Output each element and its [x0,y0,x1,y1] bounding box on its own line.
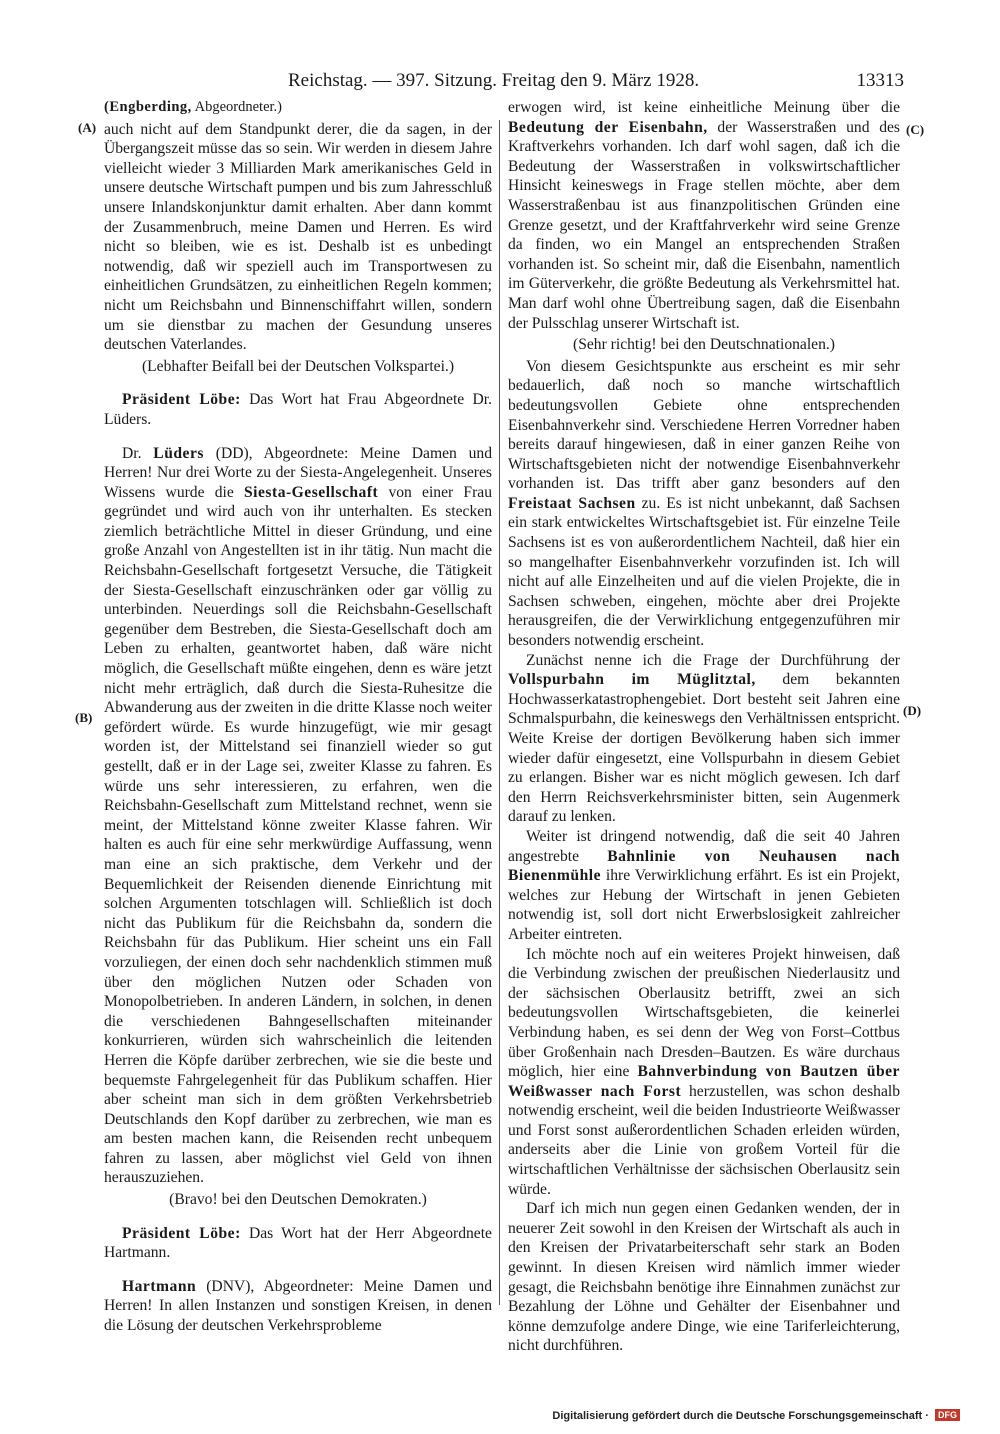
speech-paragraph: Von diesem Gesichtspunkte aus erscheint es mir sehr bedauerlich, daß noch so manche wirtschaftlich bedeutungsvollen Gebiete ohne entsprechenden Eisenbahnverkehr sind. Verschiedene Herren Vorredner haben bereits darauf hingewiesen, daß in einer ganzen Reihe von Wirtschaftsgebieten nicht der notwendige Eisenbahnverkehr vorhanden ist. Das trifft aber ganz besonders auf den Freistaat Sachsen zu. Es ist nicht unbekannt, daß Sachsen ein stark entwickeltes Wirtschaftsgebiet ist. Für einzelne Teile Sachsens ist es von außerordentlichem Nachteil, daß hier ein so mangelhafter Eisenbahnverkehr vorzufinden ist. Ich will nicht auf alle Einzelheiten und auf die vielen Projekte, die in Sachsen schweben, eingehen, möchte aber drei Projekte herausgreifen, die der Verwirklichung entgegenzuführen mir besonders notwendig erscheint. [508,357,900,650]
emphasis-term: Bahnverbindung von Bautzen über Weißwasser nach Forst [508,1063,900,1100]
continuation-speaker: (Engberding, [104,99,192,115]
right-column [508,98,900,1356]
continuation-role: Abgeordneter.) [194,99,282,115]
left-column [104,98,492,1336]
running-head: Reichstag. — 397. Sitzung. Freitag den 9. März 1928. [288,70,700,91]
continuation-note [104,98,492,118]
interjection: (Bravo! bei den Deutschen Demokraten.) [169,1191,427,1209]
page-number: 13313 [856,70,904,91]
speech-paragraph: Präsident Löbe: Das Wort hat Frau Abgeordnete Dr. Lüders. [104,391,492,428]
emphasis-term: Vollspurbahn im Müglitztal, [508,671,756,689]
margin-mark-d: (D) [903,703,922,718]
speech-paragraph: Präsident Löbe: Das Wort hat der Herr Abgeordnete Hartmann. [104,1224,492,1262]
speech-paragraph: Dr. Lüders (DD), Abgeordnete: Meine Damen und Herren! Nur drei Worte zu der Siesta-Angelegenheit. Unseres Wissens wurde die Siesta-Gesellschaft von einer Frau gegründet und wird auch von ihr unterhalten. Es stecken ziemlich beträchtliche Mittel in dieser Gründung, und eine große Anzahl von Angestellten ist in ihr tätig. Nun macht die Reichsbahn-Gesellschaft fortgesetzt Versuche, die Tätigkeit der Siesta-Gesellschaft einzuschränken oder gar völlig zu unterbinden. Neuerdings soll die Reichsbahn-Gesellschaft gegenüber dem Bestreben, die Siesta-Gesellschaft doch am Leben zu erhalten, geantwortet haben, daß wäre nicht möglich, die Gesellschaft müßte eingehen, denn es wäre jetzt nicht mehr erträglich, daß durch die Siesta-Ruhesitze die Abwanderung aus der zweiten in die dritte Klasse noch weiter gefördert würde. Es wurde hinzugefügt, wie mir gesagt worden ist, der Mittelstand sei finanziell wieder so gut gestellt, daß er in der Lage sei, zweiter Klasse zu fahren. Es würde uns sehr interessieren, zu erfahren, wen die Reichsbahn-Gesellschaft zum Mittelstand rechnet, wenn sie meint, der Mittelstand könne zweiter Klasse fahren. Wir halten es auch für eine sehr merkwürdige Auffassung, wenn man eine an sich praktische, dem Verkehr und der Bequemlichkeit der Reisenden dienende Einrichtung mit solchen Argumenten totschlagen will. Schließlich ist doch nicht das Publikum für die Reichsbahn da, sondern die Reichsbahn für das Publikum. Hier scheint uns ein Fall vorzuliegen, der einen doch sehr nachdenklich stimmen muß über den möglichen Nutzen oder Schaden von Monopolbetrieben. In anderen Ländern, in solchen, in denen die verschiedenen Bahngesellschaften miteinander konkurrieren, würden sich wahrscheinlich die leitenden Herren die Köpfe darüber zerbrechen, wie sie die beste und bequemste Fahrgelegenheit für das Publikum schaffen. Hier aber scheint man sich in dem größten Verkehrsbetrieb Deutschlands den Kopf darüber zu zerbrechen, wie man es am besten machen kann, die Reisenden recht unbequem fahren zu lassen, aber möglichst viel Geld von ihnen herauszuziehen. [104,444,493,1187]
speaker-name: Hartmann [122,1277,197,1295]
speech-paragraph: erwogen wird, ist keine einheitliche Meinung über die Bedeutung der Eisenbahn, der Wasserstraßen und des Kraftverkehrs vorhanden. Ich darf wohl sagen, daß ich die Bedeutung der Wasserstraßen in volkswirtschaftlicher Hinsicht keineswegs in Frage stellen möchte, aber dem Wasserstraßenbau ist aus finanzpolitischen Gründen eine Grenze gesetzt, und der Kraftfahrverkehr wird seine Grenze da finden, wo ein Mangel an entsprechenden Straßen vorhanden ist. So scheint mir, daß die Eisenbahn, namentlich im Güterverkehr, die größte Bedeutung als Verkehrsmittel hat. Man darf wohl ohne Übertreibung sagen, daß die Eisenbahn der Pulsschlag unserer Wirtschaft ist. [508,99,901,332]
speech-paragraph: Ich möchte noch auf ein weiteres Projekt hinweisen, daß die Verbindung zwischen der preußischen Niederlausitz und der sächsischen Oberlausitz betrifft, zwei an sich bedeutungsvollen Wirtschaftsgebieten, die keinerlei Verbindung haben, es sei denn der Weg von Forst–Cottbus über Großenhain nach Dresden–Bautzen. Es wäre durchaus möglich, hier eine Bahnverbindung von Bautzen über Weißwasser nach Forst herzustellen, was schon deshalb notwendig erscheint, weil die beiden Industrieorte Weißwasser und Forst sonst außerordentlichen Schaden erleiden würden, anderseits aber die Linie von großem Vorteil für die wirtschaftlichen Verhältnisse der sächsischen Oberlausitz sein würde. [508,945,900,1198]
margin-mark-c: (C) [906,122,925,137]
digitization-credit [552,1409,960,1422]
speech-paragraph: Weiter ist dringend notwendig, daß die seit 40 Jahren angestrebte Bahnlinie von Neuhausen nach Bienenmühle ihre Verwirklichung erfährt. Es ist ein Projekt, welches zur Hebung der Wirtschaft in jenen Gebieten notwendig ist, soll dort nicht Erwerbslosigkeit zahlreicher Arbeiter eintreten. [508,827,900,943]
margin-mark-b: (B) [75,710,93,725]
speech-paragraph: Hartmann (DNV), Abgeordneter: Meine Damen und Herren! In allen Instanzen und sonstigen Kreisen, in denen die Lösung der deutschen Verkehrsprobleme [104,1277,492,1335]
speech-paragraph: Darf ich mich nun gegen einen Gedanken wenden, der in neuerer Zeit sowohl in den Kreisen der Wirtschaft als auch in den Kreisen der Privatarbeiterschaft sehr stark an Boden gewinnt. In diesen Kreisen wird nämlich immer wieder gesagt, die Reichsbahn benötige ihre Einnahmen zunächst zur Bezahlung der Löhne und Gehälter der Eisenbahner und könne demzufolge andere Dinge, wie eine Tariferleichterung, nicht durchführen. [508,1200,900,1355]
speech-paragraph: Zunächst nenne ich die Frage der Durchführung der Vollspurbahn im Müglitztal, dem bekannten Hochwasserkatastrophengebiet. Dort besteht seit Jahren eine Schmalspurbahn, die keineswegs den Verhältnissen entspricht. Weite Kreise der dortigen Bevölkerung haben sich immer wieder dafür eingesetzt, eine Vollspurbahn in diesem Gebiet zu erlangen. Bisher war es nicht möglich gewesen. Ich darf den Herrn Reichsverkehrsminister bitten, sein Augenmerk darauf zu lenken. [508,651,901,826]
interjection: (Sehr richtig! bei den Deutschnationalen.) [573,336,835,354]
speech-paragraph: auch nicht auf dem Standpunkt derer, die da sagen, in der Übergangszeit müsse das so sein. Wir werden in diesem Jahre vielleicht wieder 3 Milliarden Mark amerikanisches Geld in unsere deutsche Wirtschaft pumpen und bis zum Jahresschluß unsere Inlandskonjunktur damit erhalten. Aber dann kommt der Zusammenbruch, meine Damen und Herren. Es wird nicht so bleiben, wie es ist. Deshalb ist es unbedingt notwendig, daß wir speziell auch im Transportwesen zu einheitlichen Grundsätzen, zu einheitlichen Regeln kommen; nicht um Reichsbahn und Binnenschiffahrt willen, sondern um sie dienstbar zu machen der Gesundung unseres deutschen Vaterlandes. [104,120,492,354]
emphasis-term: Bahnlinie von Neuhausen nach Bienenmühle [508,847,900,885]
credit-text: Digitalisierung gefördert durch die Deutsche Forschungsgemeinschaft · [552,1410,929,1422]
emphasis-term: Freistaat Sachsen [508,494,636,512]
interjection: (Lebhafter Beifall bei der Deutschen Volkspartei.) [141,357,455,375]
speaker-name: Lüders [153,444,204,462]
emphasis-term: Bedeutung der Eisenbahn, [508,118,708,136]
dfg-logo: DFG [935,1409,960,1421]
emphasis-term: Siesta-Gesellschaft [244,483,379,501]
margin-mark-a: (A) [78,120,97,135]
page-header [100,66,904,96]
column-divider [499,120,500,1305]
speaker-name: Präsident Löbe: [122,391,241,409]
speaker-name: Präsident Löbe: [122,1224,241,1242]
